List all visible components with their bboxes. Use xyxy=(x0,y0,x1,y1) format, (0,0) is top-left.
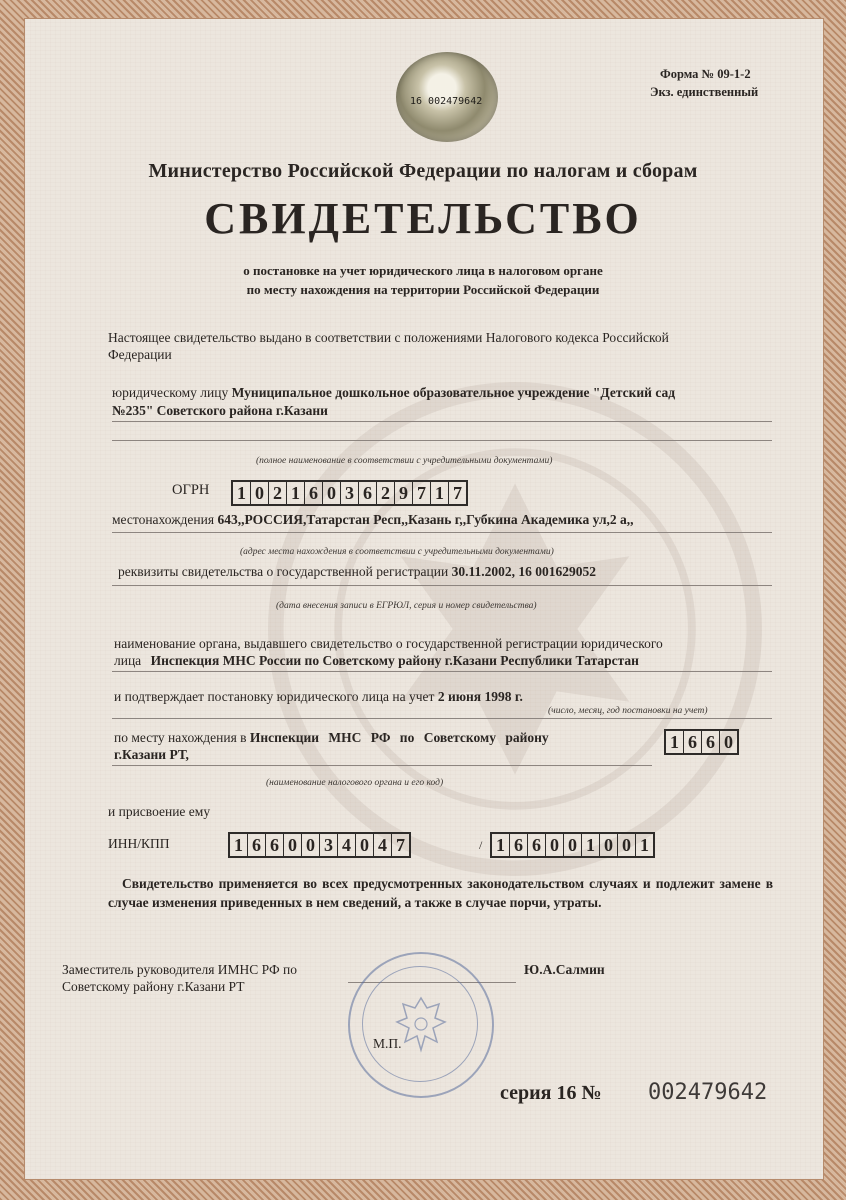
entity-name-line-2: №235" Советского района г.Казани xyxy=(112,403,328,418)
ogrn-digit: 2 xyxy=(377,482,395,504)
rule xyxy=(112,765,652,766)
kpp-boxes xyxy=(490,832,655,858)
kpp-digit: 0 xyxy=(546,834,564,856)
ogrn-digit: 1 xyxy=(233,482,251,504)
inn-digit: 3 xyxy=(320,834,338,856)
ogrn-digit: 2 xyxy=(269,482,287,504)
ogrn-digit: 3 xyxy=(341,482,359,504)
copy-note: Экз. единственный xyxy=(650,85,759,99)
confirm-value: 2 июня 1998 г. xyxy=(437,689,523,704)
ogrn-digit: 6 xyxy=(359,482,377,504)
place-caption: (наименование налогового органа и его код) xyxy=(266,778,444,788)
tax-office-code-digit: 1 xyxy=(666,731,684,753)
inn-kpp-label: ИНН/КПП xyxy=(108,836,170,851)
inn-digit: 6 xyxy=(266,834,284,856)
ogrn-boxes xyxy=(231,480,468,506)
location-value: 643,,РОССИЯ,Татарстан Респ,,Казань г,,Губкина Академика ул,2 а,, xyxy=(217,512,634,527)
notice-text: Свидетельство применяется во всех предусмотренных законодательством случаях и подлежит замене в случае изменения приведенных в нем сведений, а также в случае порчи, утраты. xyxy=(108,876,773,910)
inn-digit: 0 xyxy=(356,834,374,856)
ogrn-digit: 1 xyxy=(431,482,449,504)
issuer-value: Инспекция МНС России по Советскому району г.Казани Республики Татарстан xyxy=(150,653,639,668)
ogrn-digit: 0 xyxy=(323,482,341,504)
ogrn-digit: 7 xyxy=(453,483,462,503)
series-label: серия 16 № xyxy=(500,1082,602,1104)
place-label: по месту нахождения в xyxy=(114,730,247,745)
kpp-digit: 1 xyxy=(582,834,600,856)
confirm-label: и подтверждает постановку юридического лица на учет xyxy=(114,689,435,704)
signer-position-line-1: Заместитель руководителя ИМНС РФ по xyxy=(62,962,297,977)
hologram-number: 16 002479642 xyxy=(410,96,483,107)
ministry-title: Министерство Российской Федерации по налогам и сборам xyxy=(148,160,698,182)
tax-office-code-boxes xyxy=(664,729,739,755)
document-title: СВИДЕТЕЛЬСТВО xyxy=(204,194,642,243)
inn-digit: 0 xyxy=(302,834,320,856)
tax-office-code-digit: 0 xyxy=(724,732,733,752)
signer-name: Ю.А.Салмин xyxy=(524,962,605,977)
entity-label: юридическому лицу xyxy=(112,385,229,400)
confirm-caption: (число, месяц, год постановки на учет) xyxy=(548,706,708,716)
rule xyxy=(112,718,772,719)
rule xyxy=(112,671,772,672)
intro-line-2: Федерации xyxy=(108,347,172,362)
inn-digit: 6 xyxy=(248,834,266,856)
inn-boxes xyxy=(228,832,411,858)
inn-kpp-separator: / xyxy=(479,838,483,852)
ogrn-digit: 6 xyxy=(305,482,323,504)
kpp-digit: 6 xyxy=(510,834,528,856)
ogrn-digit: 7 xyxy=(413,482,431,504)
rule xyxy=(112,585,772,586)
issuer-label-line-1: наименование органа, выдавшего свидетельство о государственной регистрации юридического xyxy=(114,636,663,651)
rule xyxy=(112,532,772,533)
intro-line-1: Настоящее свидетельство выдано в соответствии с положениями Налогового кодекса Российской xyxy=(108,330,669,345)
ogrn-digit: 1 xyxy=(287,482,305,504)
inn-digit: 0 xyxy=(284,834,302,856)
ogrn-digit: 9 xyxy=(395,482,413,504)
inn-digit: 4 xyxy=(338,834,356,856)
form-number: Форма № 09-1-2 xyxy=(660,67,751,81)
kpp-digit: 0 xyxy=(564,834,582,856)
inn-digit: 7 xyxy=(396,835,405,855)
kpp-digit: 6 xyxy=(528,834,546,856)
inn-digit: 4 xyxy=(374,834,392,856)
location-caption: (адрес места нахождения в соответствии с учредительными документами) xyxy=(240,547,554,557)
inn-digit: 1 xyxy=(230,834,248,856)
place-value-line-2: г.Казани РТ, xyxy=(114,747,189,762)
hologram-seal xyxy=(396,52,498,142)
registration-caption: (дата внесения записи в ЕГРЮЛ, серия и номер свидетельства) xyxy=(276,601,537,611)
kpp-digit: 0 xyxy=(600,834,618,856)
kpp-digit: 1 xyxy=(492,834,510,856)
place-value-line-1: Инспекции МНС РФ по Советскому району xyxy=(249,730,549,745)
stamp-place-label: М.П. xyxy=(373,1036,402,1051)
ogrn-digit: 0 xyxy=(251,482,269,504)
location-label: местонахождения xyxy=(112,512,215,527)
emblem-watermark-icon xyxy=(255,349,775,909)
rule xyxy=(112,440,772,441)
entity-caption: (полное наименование в соответствии с учредительными документами) xyxy=(256,456,553,466)
kpp-digit: 1 xyxy=(640,835,649,855)
subtitle-line-1: о постановке на учет юридического лица в налоговом органе xyxy=(243,263,603,278)
tax-office-code-digit: 6 xyxy=(702,731,720,753)
official-stamp xyxy=(348,952,494,1098)
tax-office-code-digit: 6 xyxy=(684,731,702,753)
assign-label: и присвоение ему xyxy=(108,804,211,819)
registration-label: реквизиты свидетельства о государственной регистрации xyxy=(118,564,449,579)
series-number: 002479642 xyxy=(648,1080,768,1105)
entity-name-line-1: Муниципальное дошкольное образовательное учреждение "Детский сад xyxy=(231,385,676,400)
kpp-digit: 0 xyxy=(618,834,636,856)
issuer-label-line-2: лица xyxy=(114,653,142,668)
signer-position-line-2: Советскому району г.Казани РТ xyxy=(62,979,245,994)
ogrn-label: ОГРН xyxy=(172,482,210,498)
registration-value: 30.11.2002, 16 001629052 xyxy=(451,564,596,579)
subtitle-line-2: по месту нахождения на территории Российской Федерации xyxy=(246,282,600,297)
rule xyxy=(112,421,772,422)
